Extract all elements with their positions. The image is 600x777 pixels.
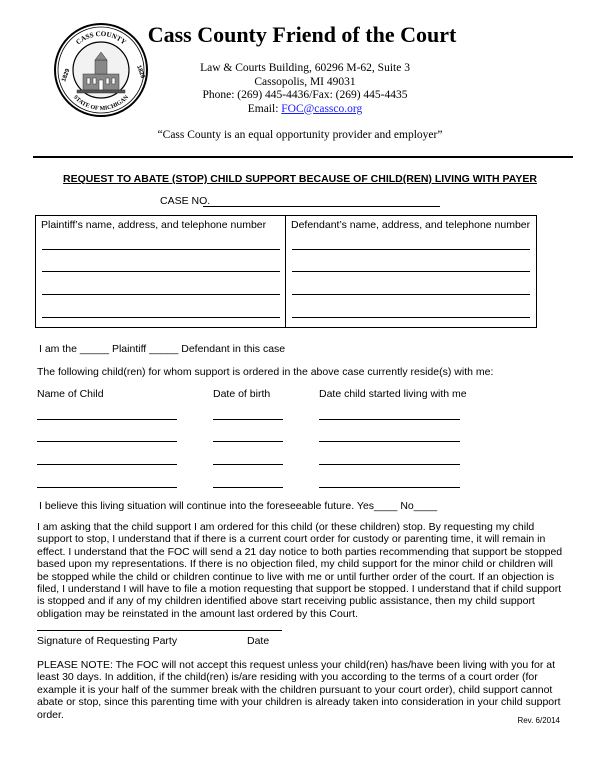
party-statement: I am the _____ Plaintiff _____ Defendant in this case	[39, 343, 286, 355]
seal-bottom-text: STATE OF MICHIGAN	[71, 94, 131, 113]
signature-label: Signature of Requesting Party	[37, 635, 178, 647]
email-label: Email:	[247, 102, 282, 115]
child-dob-line-4[interactable]	[213, 487, 283, 488]
child-name-line-4[interactable]	[37, 487, 177, 488]
equal-opportunity-statement: “Cass County is an equal opportunity provider and employer”	[157, 129, 443, 141]
request-paragraph: I am asking that the child support I am ordered for this child (or these children) stop. By requesting my child support to stop, I understand that if there is a current court order for custody or parenting time, it will remain in effect. I understand that the FOC will send a 21 day notice to both parties recommending that support be stopped based upon my representations. If there is no objection filed, my child support for the minor child or children will be stopped while the child or children continue to live with me or until further order of the court. If an objection is filed, I understand I will have to file a motion requesting that support be stopped. I understand that if child support is stopped and if any of my children identified above start receiving public assistance, then my child support obligation may be reinstated in the amount last ordered by this Court.	[37, 521, 563, 620]
case-no-field[interactable]	[203, 206, 440, 207]
defendant-line-4[interactable]	[292, 317, 530, 318]
plaintiff-label: Plaintiff’s name, address, and telephone number	[41, 219, 267, 231]
party-info-table	[35, 215, 537, 328]
seal-year-left: 1829	[61, 68, 72, 83]
child-date-line-2[interactable]	[319, 441, 460, 442]
plaintiff-line-2[interactable]	[42, 271, 280, 272]
email-link[interactable]: FOC@cassco.org	[281, 102, 363, 115]
col-name-of-child: Name of Child	[37, 388, 104, 400]
child-date-line-3[interactable]	[319, 464, 460, 465]
date-label: Date	[247, 635, 270, 647]
defendant-line-1[interactable]	[292, 249, 530, 250]
plaintiff-line-4[interactable]	[42, 317, 280, 318]
child-name-line-3[interactable]	[37, 464, 177, 465]
plaintiff-line-1[interactable]	[42, 249, 280, 250]
form-title: REQUEST TO ABATE (STOP) CHILD SUPPORT BECAUSE OF CHILD(REN) LIVING WITH PAYER	[63, 173, 537, 185]
child-date-line-1[interactable]	[319, 419, 460, 420]
phone-fax-line: Phone: (269) 445-4436/Fax: (269) 445-4435	[202, 89, 408, 101]
child-dob-line-2[interactable]	[213, 441, 283, 442]
table-divider	[285, 216, 286, 327]
children-intro: The following child(ren) for whom support is ordered in the above case currently reside(s) with me:	[37, 366, 494, 378]
defendant-line-3[interactable]	[292, 294, 530, 295]
seal-year-right: 1829	[135, 64, 146, 80]
child-dob-line-1[interactable]	[213, 419, 283, 420]
address-line-1: Law & Courts Building, 60296 M-62, Suite 3	[200, 62, 410, 74]
header-divider	[33, 156, 573, 158]
plaintiff-line-3[interactable]	[42, 294, 280, 295]
organization-title: Cass County Friend of the Court	[147, 22, 457, 47]
defendant-label: Defendant’s name, address, and telephone number	[291, 219, 531, 231]
email-line	[175, 103, 435, 117]
please-note-paragraph: PLEASE NOTE: The FOC will not accept this request unless your child(ren) has/have been living with you for at least 30 days. In addition, if the child(ren) is/are residing with you according to the terms of a court order (for example it is your half of the summer break with the children pursuant to your court order), child support cannot abate or stop, since this parenting time with your children is already taken into consideration in your child support order.	[37, 659, 561, 721]
child-date-line-4[interactable]	[319, 487, 460, 488]
col-date-of-birth: Date of birth	[213, 388, 271, 400]
child-dob-line-3[interactable]	[213, 464, 283, 465]
seal-top-text: CASS COUNTY	[74, 29, 128, 47]
address-line-2: Cassopolis, MI 49031	[254, 75, 356, 88]
defendant-line-2[interactable]	[292, 271, 530, 272]
case-no-label: CASE NO.	[160, 195, 211, 207]
col-date-started: Date child started living with me	[319, 388, 467, 400]
child-name-line-2[interactable]	[37, 441, 177, 442]
revision-label: Rev. 6/2014	[517, 716, 560, 725]
child-name-line-1[interactable]	[37, 419, 177, 420]
signature-line[interactable]	[37, 630, 282, 631]
foreseeable-statement: I believe this living situation will continue into the foreseeable future. Yes____ No____	[39, 500, 438, 512]
